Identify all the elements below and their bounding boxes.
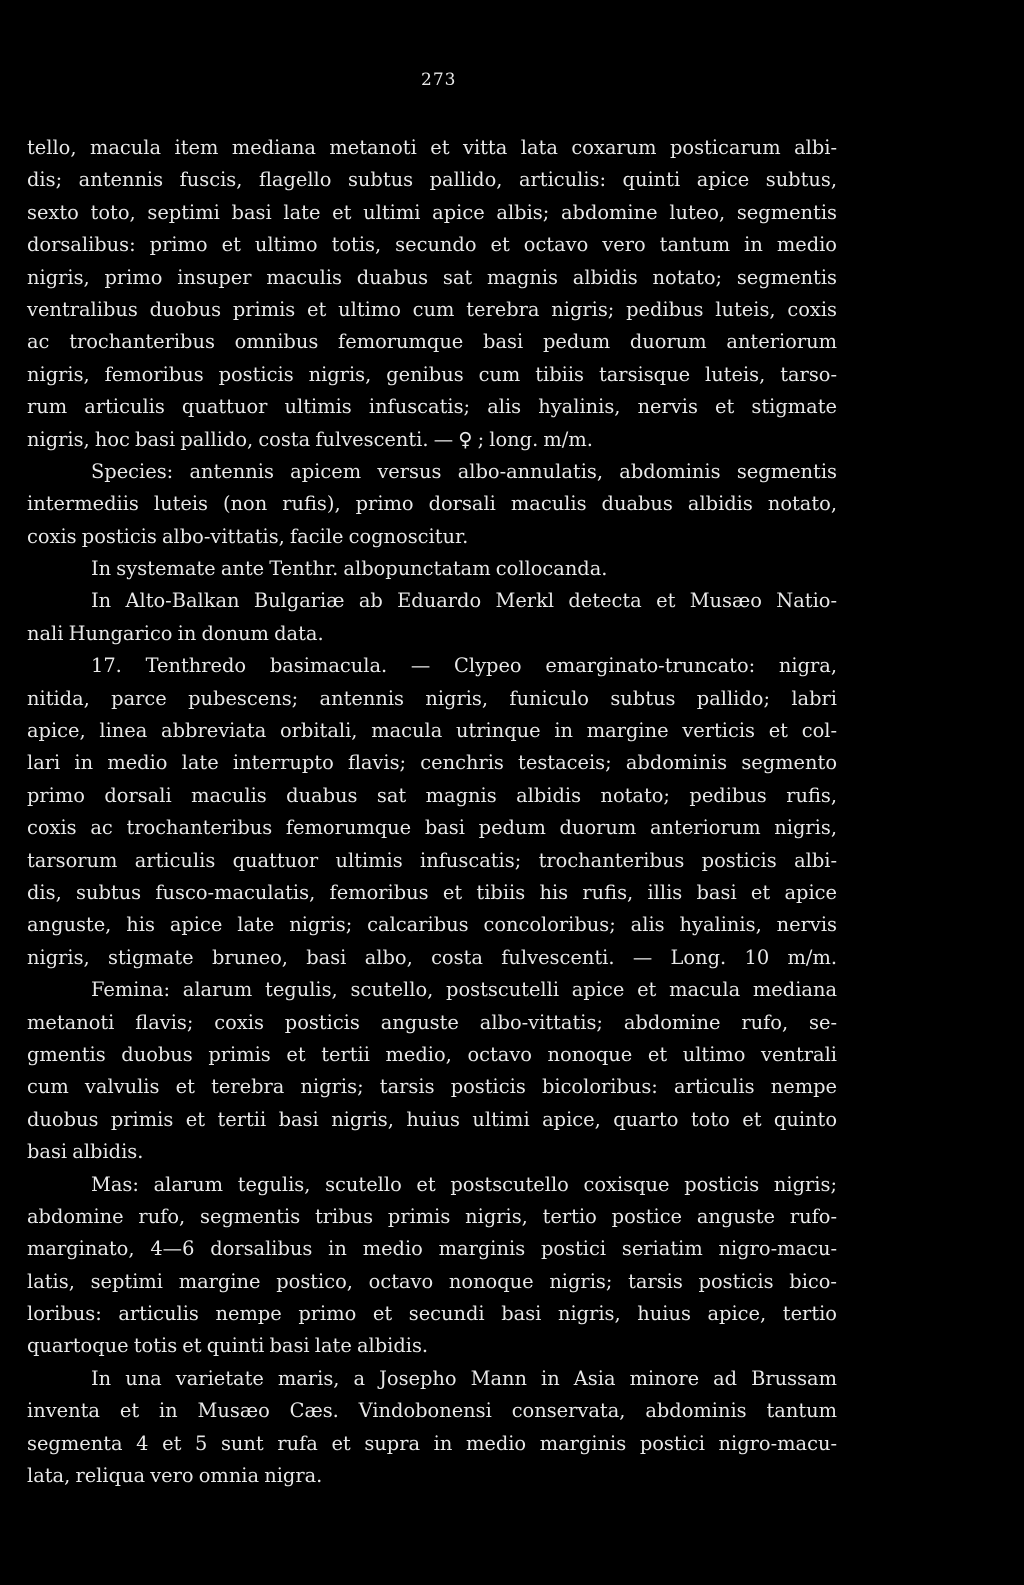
text-line: inventa et in Musæo Cæs. Vindobonensi conservata, abdominis tantum xyxy=(27,1399,837,1423)
text-line: dis, subtus fusco-maculatis, femoribus et tibiis his rufis, illis basi et apice xyxy=(27,880,837,904)
text-line: anguste, his apice late nigris; calcaribus concoloribus; alis hyalinis, nervis xyxy=(27,913,837,937)
text-line: nigris, primo insuper maculis duabus sat magnis albidis notato; segmentis xyxy=(27,265,837,289)
text-line: nigris, hoc basi pallido, costa fulvescenti. — ♀ ; long. m/m. xyxy=(27,427,593,451)
text-line: coxis ac trochanteribus femorumque basi pedum duorum anteriorum nigris, xyxy=(27,816,837,840)
text-line: quartoque totis et quinti basi late albidis. xyxy=(27,1334,429,1358)
text-line: Femina: alarum tegulis, scutello, postscutelli apice et macula mediana xyxy=(91,978,837,1002)
text-line: rum articulis quattuor ultimis infuscatis; alis hyalinis, nervis et stigmate xyxy=(27,395,837,419)
text-line: ventralibus duobus primis et ultimo cum terebra nigris; pedibus luteis, coxis xyxy=(27,297,837,321)
text-line: coxis posticis albo-vittatis, facile cognoscitur. xyxy=(27,524,469,548)
text-line: In una varietate maris, a Josepho Mann in Asia minore ad Brussam xyxy=(91,1366,837,1390)
text-line: marginato, 4—6 dorsalibus in medio marginis postici seriatim nigro-macu- xyxy=(27,1237,837,1261)
text-line: loribus: articulis nempe primo et secundi basi nigris, huius apice, tertio xyxy=(27,1302,837,1326)
page-number: 273 xyxy=(421,70,457,90)
text-line: In Alto-Balkan Bulgariæ ab Eduardo Merkl detecta et Musæo Natio- xyxy=(91,589,837,613)
text-line: dorsalibus: primo et ultimo totis, secundo et octavo vero tantum in medio xyxy=(27,233,837,257)
text-line: segmenta 4 et 5 sunt rufa et supra in medio marginis postici nigro-macu- xyxy=(27,1431,837,1455)
text-line: latis, septimi margine postico, octavo nonoque nigris; tarsis posticis bico- xyxy=(27,1269,837,1293)
text-line: 17. Tenthredo basimacula. — Clypeo emarginato-truncato: nigra, xyxy=(91,654,837,678)
text-line: dis; antennis fuscis, flagello subtus pallido, articulis: quinti apice subtus, xyxy=(27,168,837,192)
text-line: tarsorum articulis quattuor ultimis infuscatis; trochanteribus posticis albi- xyxy=(27,848,837,872)
text-line: basi albidis. xyxy=(27,1140,144,1164)
text-line: apice, linea abbreviata orbitali, macula utrinque in margine verticis et col- xyxy=(27,719,837,743)
text-line: lari in medio late interrupto flavis; cenchris testaceis; abdominis segmento xyxy=(27,751,837,775)
text-line: Mas: alarum tegulis, scutello et postscutello coxisque posticis nigris; xyxy=(91,1172,837,1196)
text-line: cum valvulis et terebra nigris; tarsis posticis bicoloribus: articulis nempe xyxy=(27,1075,837,1099)
text-line: sexto toto, septimi basi late et ultimi apice albis; abdomine luteo, segmentis xyxy=(27,200,837,224)
text-line: primo dorsali maculis duabus sat magnis albidis notato; pedibus rufis, xyxy=(27,783,837,807)
text-line: nigris, stigmate bruneo, basi albo, costa fulvescenti. — Long. 10 m/m. xyxy=(27,945,837,969)
text-line: nali Hungarico in donum data. xyxy=(27,621,324,645)
body-text xyxy=(27,132,837,1492)
text-line: abdomine rufo, segmentis tribus primis nigris, tertio postice anguste rufo- xyxy=(27,1204,837,1228)
text-line: lata, reliqua vero omnia nigra. xyxy=(27,1464,323,1488)
text-line: ac trochanteribus omnibus femorumque basi pedum duorum anteriorum xyxy=(27,330,837,354)
text-line: In systemate ante Tenthr. albopunctatam collocanda. xyxy=(91,557,608,581)
text-line: nitida, parce pubescens; antennis nigris, funiculo subtus pallido; labri xyxy=(27,686,837,710)
text-line: metanoti flavis; coxis posticis anguste albo-vittatis; abdomine rufo, se- xyxy=(27,1010,837,1034)
text-line: duobus primis et tertii basi nigris, huius ultimi apice, quarto toto et quinto xyxy=(27,1107,837,1131)
text-line: gmentis duobus primis et tertii medio, octavo nonoque et ultimo ventrali xyxy=(27,1042,837,1066)
text-line: nigris, femoribus posticis nigris, genibus cum tibiis tarsisque luteis, tarso- xyxy=(27,362,837,386)
text-line: tello, macula item mediana metanoti et vitta lata coxarum posticarum albi- xyxy=(27,136,837,159)
text-line: intermediis luteis (non rufis), primo dorsali maculis duabus albidis notato, xyxy=(27,492,837,516)
text-line: Species: antennis apicem versus albo-annulatis, abdominis segmentis xyxy=(91,459,837,483)
